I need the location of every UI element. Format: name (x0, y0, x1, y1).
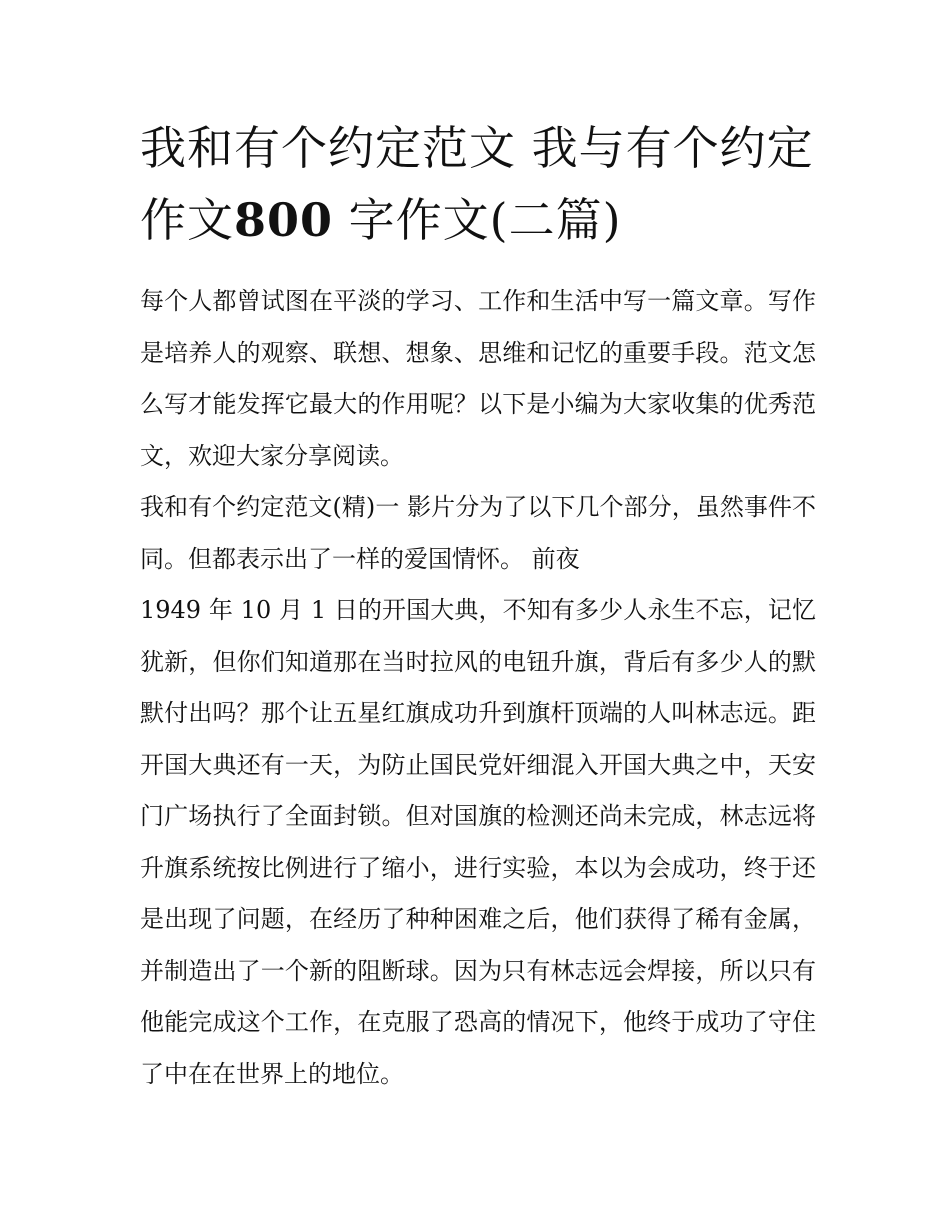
paragraph-founding-ceremony: 1949 年 10 月 1 日的开国大典，不知有多少人永生不忘，记忆犹新，但你们知道那在当时拉风的电钮升旗，背后有多少人的默默付出吗？那个让五星红旗成功升到旗杆顶端的人叫林志远。距开国大典还有一天，为防止国民党奸细混入开国大典之中，天安门广场执行了全面封锁。但对国旗的检测还尚未完成，林志远将升旗系统按比例进行了缩小，进行实验，本以为会成功，终于还是出现了问题，在经历了种种困难之后，他们获得了稀有金属，并制造出了一个新的阻断球。因为只有林志远会焊接，所以只有他能完成这个工作，在克服了恐高的情况下，他终于成功了守住了中在在世界上的地位。 (140, 596, 816, 1088)
title-text-part1: 我和有个约定范文 我与有个约定作文 (140, 121, 814, 247)
title-text-part2: 字作文(二篇) (333, 193, 622, 247)
paragraph-intro: 每个人都曾试图在平淡的学习、工作和生活中写一篇文章。写作是培养人的观察、联想、想象、思维和记忆的重要手段。范文怎么写才能发挥它最大的作用呢？以下是小编为大家收集的优秀范文，欢迎大家分享阅读。 (140, 287, 816, 470)
document-body (140, 276, 816, 1100)
paragraph-film-overview: 我和有个约定范文(精)一 影片分为了以下几个部分，虽然事件不同。但都表示出了一样的爱国情怀。 前夜 (140, 493, 816, 573)
document-title (140, 112, 820, 256)
title-number: 800 (234, 193, 334, 247)
